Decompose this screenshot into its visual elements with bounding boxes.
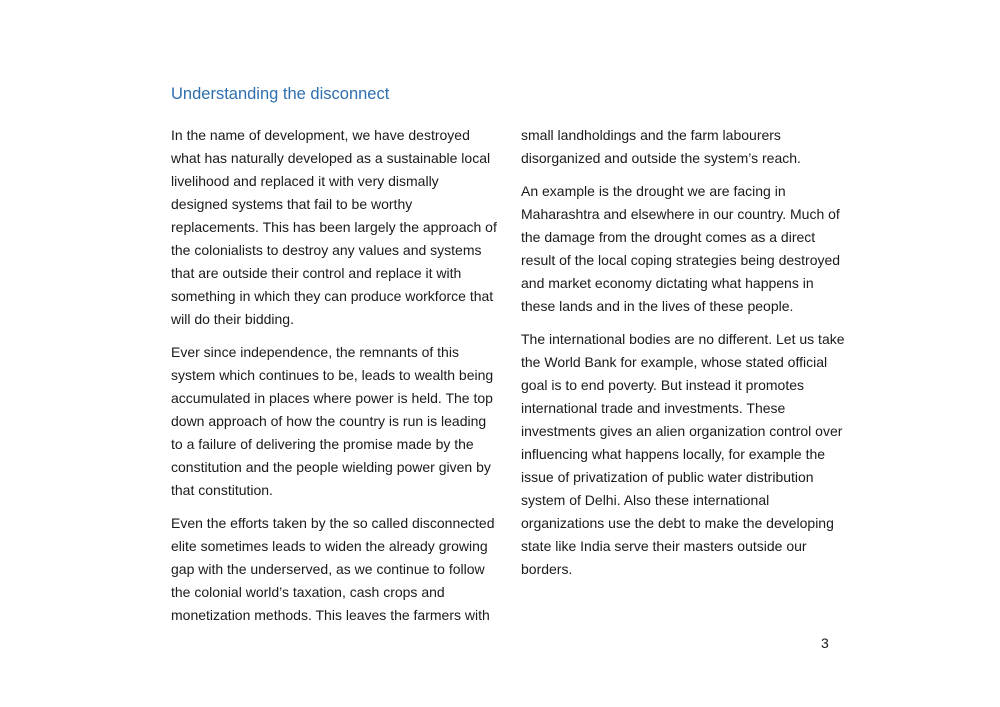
text-line: elite sometimes leads to widen the already growing [171, 538, 488, 554]
text-line: The international bodies are no different. Let us take [521, 331, 845, 347]
text-line: these lands and in the lives of these people. [521, 298, 794, 314]
text-line: Ever since independence, the remnants of this [171, 344, 459, 360]
text-line: something in which they can produce workforce that [171, 288, 494, 304]
text-line: and market economy dictating what happens in [521, 275, 814, 291]
text-line: organizations use the debt to make the developing [521, 515, 834, 531]
text-line: influencing what happens locally, for example the [521, 446, 826, 462]
text-line: the colonialists to destroy any values and systems [171, 242, 482, 258]
page-number: 3 [821, 635, 829, 651]
text-line: gap with the underserved, as we continue to follow [171, 561, 485, 577]
text-line: accumulated in places where power is held. The top [171, 390, 493, 406]
text-line: An example is the drought we are facing in [521, 183, 786, 199]
text-line: small landholdings and the farm labourers [521, 127, 781, 143]
text-line: goal is to end poverty. But instead it promotes [521, 377, 805, 393]
right-column [521, 124, 845, 591]
paragraph-1 [171, 124, 497, 331]
paragraph-4 [521, 124, 841, 170]
text-line: the colonial world’s taxation, cash crops and [171, 584, 445, 600]
text-line: disorganized and outside the system’s reach. [521, 150, 801, 166]
text-line: In the name of development, we have destroyed [171, 127, 470, 143]
text-line: investments gives an alien organization control over [521, 423, 843, 439]
text-line: state like India serve their masters outside our [521, 538, 807, 554]
paragraph-5 [521, 180, 841, 318]
text-line: that constitution. [171, 482, 273, 498]
text-line: issue of privatization of public water distribution [521, 469, 814, 485]
text-line: the World Bank for example, whose stated official [521, 354, 828, 370]
text-line: system which continues to be, leads to wealth being [171, 367, 494, 383]
text-line: system of Delhi. Also these international [521, 492, 770, 508]
left-column [171, 124, 497, 637]
paragraph-3 [171, 512, 495, 627]
section-heading: Understanding the disconnect [171, 85, 390, 103]
paragraph-2 [171, 341, 494, 502]
text-line: will do their bidding. [171, 311, 294, 327]
text-line: the damage from the drought comes as a direct [521, 229, 816, 245]
text-line: down approach of how the country is run is leading [171, 413, 487, 429]
text-line: livelihood and replaced it with very dismally [171, 173, 439, 189]
text-line: Even the efforts taken by the so called disconnected [171, 515, 495, 531]
text-line: to a failure of delivering the promise made by the [171, 436, 474, 452]
text-line: Maharashtra and elsewhere in our country. Much of [521, 206, 840, 222]
paragraph-6 [521, 328, 845, 581]
text-line: replacements. This has been largely the approach of [171, 219, 497, 235]
text-line: borders. [521, 561, 573, 577]
text-line: constitution and the people wielding power given by [171, 459, 491, 475]
text-line: designed systems that fail to be worthy [171, 196, 413, 212]
text-line: that are outside their control and replace it with [171, 265, 462, 281]
text-line: what has naturally developed as a sustainable local [171, 150, 491, 166]
text-line: result of the local coping strategies being destroyed [521, 252, 841, 268]
text-line: international trade and investments. These [521, 400, 786, 416]
text-line: monetization methods. This leaves the farmers with [171, 607, 490, 623]
